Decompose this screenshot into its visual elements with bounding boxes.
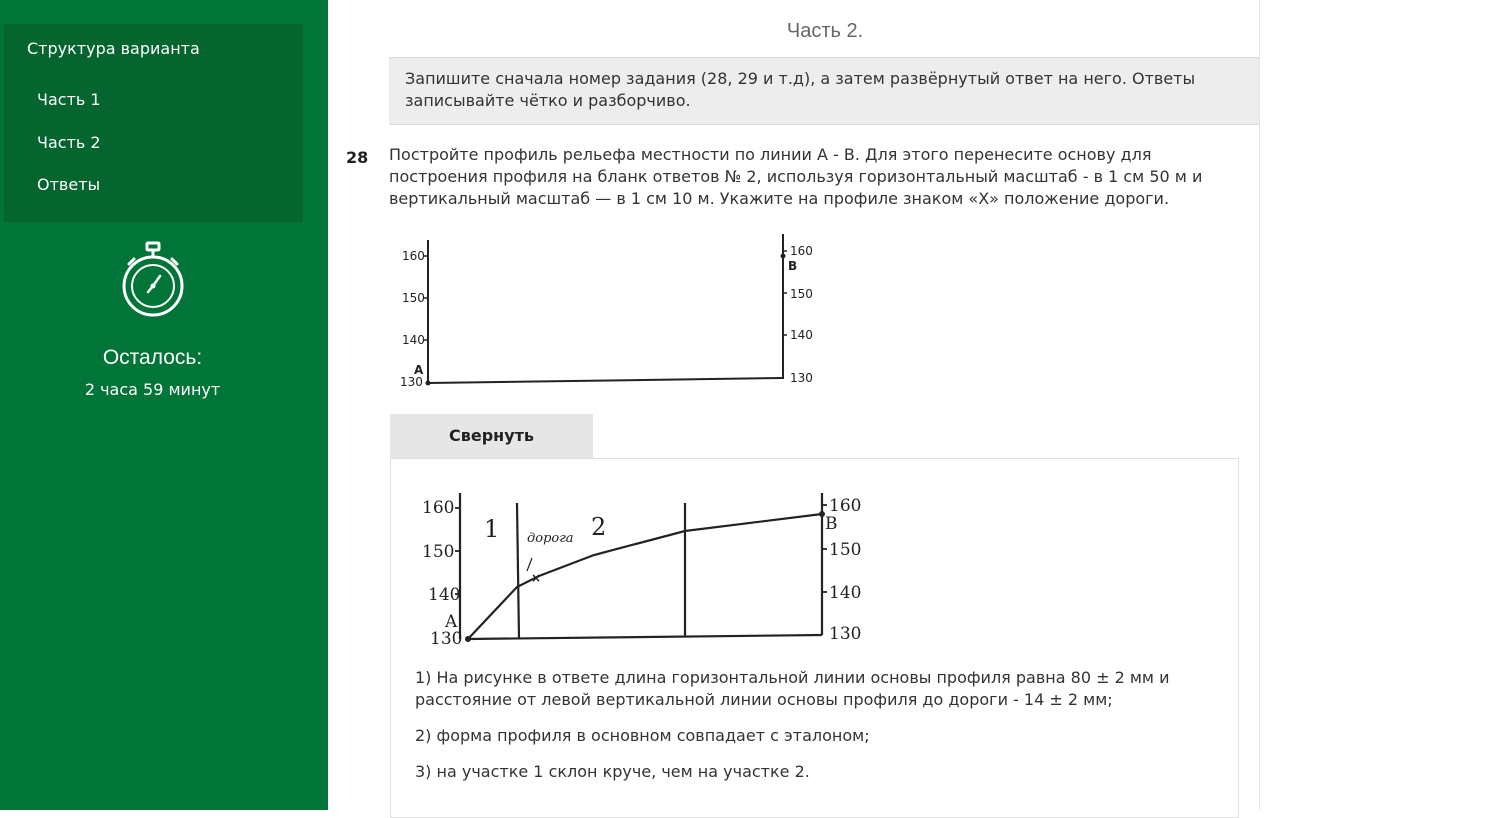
base-line: [428, 378, 783, 383]
tick-label: 150: [422, 542, 455, 562]
answer-panel: [390, 458, 1239, 818]
road-mark-x: ×: [531, 571, 542, 585]
timer-label: Осталось:: [102, 346, 203, 369]
tick-label: 160: [422, 498, 455, 518]
criterion-2: 2) форма профиля в основном совпадает с эталоном;: [415, 726, 870, 745]
nav-title: Структура варианта: [27, 39, 200, 58]
tick-label: 150: [790, 287, 813, 301]
tick-label: 130: [430, 629, 463, 649]
road-label: дорога: [527, 531, 574, 546]
tick-label: 140: [428, 585, 461, 605]
part-title: Часть 2.: [786, 20, 864, 42]
point-a-dot: [465, 636, 471, 642]
tick-label: 160: [790, 244, 813, 258]
tick-label: 130: [400, 375, 423, 389]
section-2-label: 2: [591, 513, 607, 541]
nav-item-answers[interactable]: Ответы: [37, 175, 101, 194]
nav-item-part-1[interactable]: Часть 1: [37, 90, 101, 109]
profile-line: [468, 514, 822, 639]
criterion-3: 3) на участке 1 склон круче, чем на участке 2.: [415, 762, 810, 781]
tick-label: 150: [829, 540, 862, 560]
task-number: 28: [346, 148, 369, 167]
tick-label: 130: [790, 371, 813, 385]
point-b-label: B: [825, 514, 838, 534]
answer-profile-figure: [411, 487, 871, 651]
tick-label: 160: [402, 249, 425, 263]
variant-structure-nav: [4, 24, 303, 222]
tick-label: 150: [402, 291, 425, 305]
point-b-dot: [781, 254, 786, 259]
timer-value: 2 часа 59 минут: [84, 380, 221, 399]
point-a-dot: [426, 381, 431, 386]
sidebar: [0, 0, 328, 810]
tick-label: 140: [790, 328, 813, 342]
task-profile-base-figure: [392, 228, 832, 398]
tick-label: 130: [829, 624, 862, 644]
section-divider-1: [517, 503, 519, 639]
tick-label: 140: [402, 333, 425, 347]
collapse-button[interactable]: Свернуть: [390, 414, 593, 458]
stopwatch-icon: [121, 240, 185, 318]
content-right-border: [1259, 0, 1260, 810]
point-a-label: A: [445, 612, 458, 632]
section-1-label: 1: [484, 515, 500, 543]
instruction-box: Запишите сначала номер задания (28, 29 и т.д), а затем развёрнутый ответ на него. Ответы записывайте чётко и разборчиво.: [389, 57, 1259, 125]
point-b-label: B: [788, 259, 798, 273]
task-text: Постройте профиль рельефа местности по линии А - В. Для этого перенесите основу для построения профиля на бланк ответов № 2, используя горизонтальный масштаб - в 1 см 50 м и вертикальный масштаб — в 1 см 10 м. Укажите на профиле знаком «Х» положение дороги.: [389, 145, 1203, 208]
tick-label: 140: [829, 583, 862, 603]
criterion-1: 1) На рисунке в ответе длина горизонтальной линии основы профиля равна 80 ± 2 мм и расстояние от левой вертикальной линии основы профиля до дороги - 14 ± 2 мм;: [415, 668, 1170, 709]
tick-label: 160: [829, 496, 862, 516]
point-a-label: A: [414, 363, 424, 377]
base-line: [468, 635, 822, 639]
nav-item-part-2[interactable]: Часть 2: [37, 133, 101, 152]
